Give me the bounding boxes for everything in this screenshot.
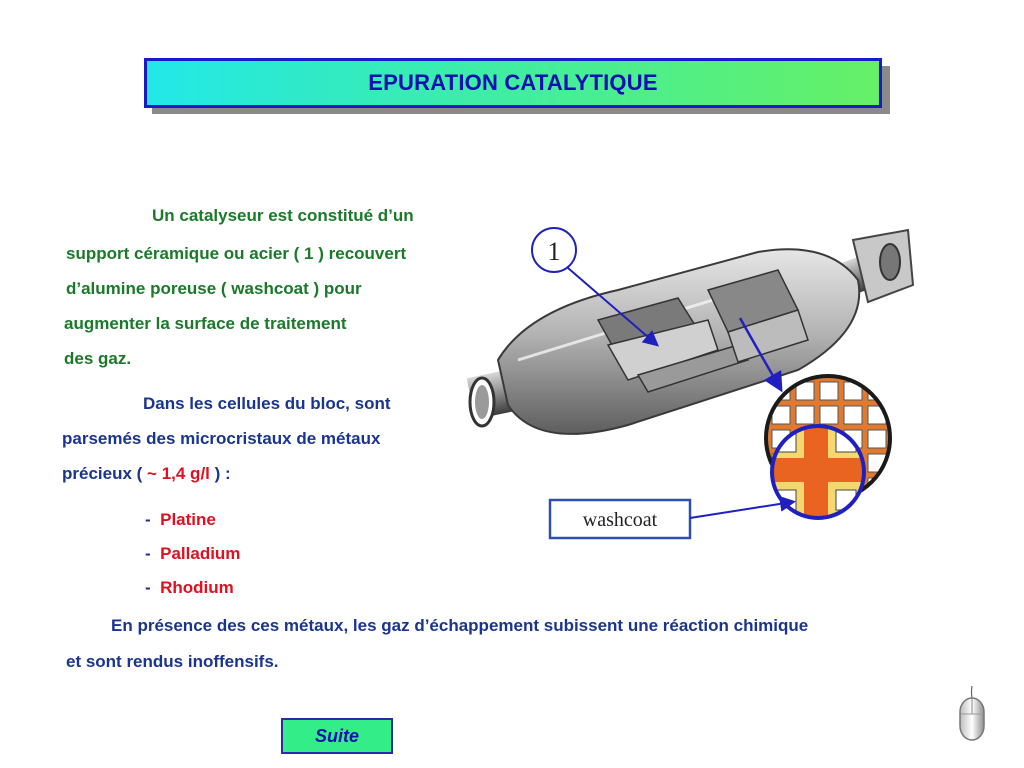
cells-line-prefix: précieux ( [62,464,148,483]
zoom-washcoat-circle [772,426,864,518]
suite-button[interactable] [281,718,393,754]
cells-line: Dans les cellules du bloc, sont [143,394,391,413]
washcoat-label-text: washcoat [582,509,658,531]
mouse-icon[interactable] [954,684,990,744]
density-value: ~ 1,4 g/l [147,464,210,483]
cells-line-3 [62,464,231,484]
metal-dash: - [145,578,151,597]
conclusion-line: En présence des ces métaux, les gaz d’échappement subissent une réaction chimique [111,616,809,635]
catalytic-converter-figure [458,210,918,560]
intro-line: Un catalyseur est constitué d’un [152,206,414,225]
metal-name: Palladium [160,544,241,563]
intro-line: support céramique ou acier ( 1 ) recouvert [66,244,407,263]
cells-line: parsemés des microcristaux de métaux [62,429,381,448]
suite-button-label: Suite [314,725,359,746]
conclusion-line: et sont rendus inoffensifs. [66,652,279,671]
metal-item [145,578,234,598]
metal-name: Rhodium [160,578,234,597]
metal-item [145,544,240,564]
support-label-number: 1 [547,237,561,266]
intro-line: des gaz. [64,349,132,368]
metal-name: Platine [160,510,216,529]
metal-item [145,510,216,530]
washcoat-label [550,500,792,538]
intro-line: d’alumine poreuse ( washcoat ) pour [66,279,362,298]
metal-dash: - [145,510,151,529]
intro-line: augmenter la surface de traitement [64,314,347,333]
cells-line-suffix: ) : [209,464,231,483]
title-banner [144,58,882,108]
metal-dash: - [145,544,151,563]
page-title: EPURATION CATALYTIQUE [368,70,658,95]
